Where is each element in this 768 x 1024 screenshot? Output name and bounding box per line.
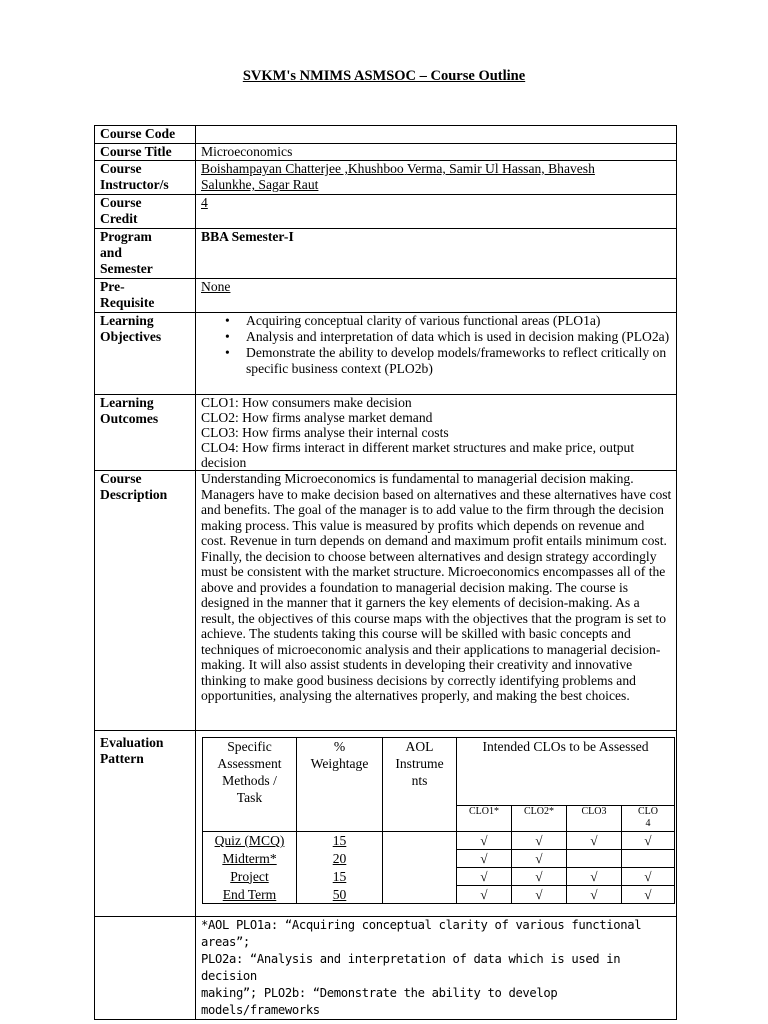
credit-value: 4 [196, 195, 677, 229]
task-name: Midterm* [203, 850, 297, 868]
task-aol [383, 886, 457, 904]
clo3-header: CLO3 [567, 806, 622, 832]
aol-header-line: AOL [405, 739, 434, 754]
task-weight: 50 [297, 886, 383, 904]
weightage-header-line: Weightage [310, 756, 369, 771]
clo4-check [622, 850, 675, 868]
clo3-check: √ [567, 886, 622, 904]
row-course-code [95, 126, 677, 144]
task-aol [383, 850, 457, 868]
row-credit [95, 195, 677, 229]
objective-item: • Acquiring conceptual clarity of various functional areas (PLO1a) [246, 313, 672, 329]
instructors-label [95, 161, 196, 195]
task-name: Quiz (MCQ) [203, 832, 297, 850]
evaluation-label-line: Evaluation [100, 735, 164, 750]
row-program [95, 229, 677, 279]
objectives-label [95, 313, 196, 395]
aol-note [196, 917, 677, 1020]
aol-note-line: making”; PLO2b: “Demonstrate the ability to develop models/frameworks [201, 986, 558, 1017]
eval-row [203, 886, 675, 904]
clo4-header-line: CLO [638, 806, 658, 817]
task-aol [383, 868, 457, 886]
outcome-item: CLO1: How consumers make decision [201, 395, 412, 410]
eval-row [203, 850, 675, 868]
row-aol-note [95, 917, 677, 1020]
instructors-value-line: Boishampayan Chatterjee ,Khushboo Verma, Samir Ul Hassan, Bhavesh [201, 161, 595, 176]
credit-label [95, 195, 196, 229]
clo2-check: √ [512, 832, 567, 850]
row-instructors [95, 161, 677, 195]
methods-header-line: Methods / [222, 773, 277, 788]
evaluation-label-line: Pattern [100, 751, 144, 766]
instructors-label-line: Instructor/s [100, 177, 169, 192]
task-name: End Term [203, 886, 297, 904]
outcome-item: CLO2: How firms analyse market demand [201, 410, 433, 425]
task-name: Project [203, 868, 297, 886]
prereq-value: None [196, 279, 677, 313]
description-label-line: Course [100, 471, 142, 486]
row-prerequisite [95, 279, 677, 313]
methods-header [203, 738, 297, 832]
outcome-item: CLO3: How firms analyse their internal costs [201, 425, 449, 440]
outcomes-label-line: Learning [100, 395, 154, 410]
description-label [95, 471, 196, 731]
eval-row [203, 832, 675, 850]
task-weight: 15 [297, 868, 383, 886]
course-code-value [196, 126, 677, 144]
course-code-label: Course Code [95, 126, 196, 144]
row-evaluation [95, 731, 677, 917]
outcomes-label [95, 395, 196, 471]
clo3-check: √ [567, 868, 622, 886]
methods-header-line: Assessment [217, 756, 282, 771]
clo2-check: √ [512, 886, 567, 904]
clo4-check: √ [622, 832, 675, 850]
objective-item: • Analysis and interpretation of data which is used in decision making (PLO2a) [246, 329, 672, 345]
clo4-check: √ [622, 868, 675, 886]
task-weight: 20 [297, 850, 383, 868]
description-value [196, 471, 677, 731]
instructors-value [196, 161, 677, 195]
instructors-value-line: Salunkhe, Sagar Raut [201, 177, 319, 192]
objectives-value [196, 313, 677, 395]
outcomes-value [196, 395, 677, 471]
weightage-header [297, 738, 383, 832]
eval-header-row [203, 738, 675, 806]
course-title-label: Course Title [95, 144, 196, 161]
prereq-label [95, 279, 196, 313]
clo1-check: √ [457, 868, 512, 886]
methods-header-line: Task [236, 790, 263, 805]
row-course-title [95, 144, 677, 161]
prereq-label-line: Requisite [100, 295, 155, 310]
aol-note-line: PLO2a: “Analysis and interpretation of data which is used in decision [201, 952, 621, 983]
clo3-check [567, 850, 622, 868]
clo1-check: √ [457, 886, 512, 904]
credit-label-line: Credit [100, 211, 138, 226]
instructors-label-line: Course [100, 161, 142, 176]
clo2-check: √ [512, 868, 567, 886]
description-label-line: Description [100, 487, 168, 502]
evaluation-label [95, 731, 196, 917]
objectives-label-line: Objectives [100, 329, 162, 344]
evaluation-table [202, 737, 675, 904]
task-weight: 15 [297, 832, 383, 850]
task-aol [383, 832, 457, 850]
clo1-check: √ [457, 832, 512, 850]
methods-header-line: Specific [227, 739, 272, 754]
outcome-item: CLO4: How firms interact in different market structures and make price, output decision [201, 440, 635, 470]
clo3-check: √ [567, 832, 622, 850]
clo4-header [622, 806, 675, 832]
clo4-check: √ [622, 886, 675, 904]
evaluation-value [196, 731, 677, 917]
clo2-check: √ [512, 850, 567, 868]
aol-header-line: Instrume [395, 756, 444, 771]
program-label-line: and [100, 245, 122, 260]
program-label [95, 229, 196, 279]
objectives-label-line: Learning [100, 313, 154, 328]
clos-header: Intended CLOs to be Assessed [457, 738, 675, 806]
clo1-check: √ [457, 850, 512, 868]
clo1-header: CLO1* [457, 806, 512, 832]
aol-note-line: *AOL PLO1a: “Acquiring conceptual clarity of various functional areas”; [201, 918, 642, 949]
row-description [95, 471, 677, 731]
clo2-header: CLO2* [512, 806, 567, 832]
row-objectives [95, 313, 677, 395]
row-outcomes [95, 395, 677, 471]
objectives-list [201, 313, 672, 377]
eval-row [203, 868, 675, 886]
description-text: Understanding Microeconomics is fundamental to managerial decision making. Managers have to make decision based on alternatives and these alternatives have cost and benefits. The goal of the manager is to add value to the firm through the decision making process. This value is measured by profits which depends on revenue and cost. Revenue in turn depends on demand and maximum profit entails minimum cost. Finally, the decision to choose between alternatives and design strategy accordingly must be consistent with the market structure. Microeconomics encompasses all of the above and provides a foundation to managerial decision making. The course is designed in the manner that it garners the key elements of decision-making. As a result, the objectives of this course maps with the objectives that the program is set to achieve. The students taking this course will be skilled with basic concepts and techniques of microeconomic analysis and their applications to managerial decision-making. It will also assist students in developing their creativity and innovative thinking to make good business decisions by correctly identifying problems and opportunities, analysing the alternatives properly, and making the best choices. [201, 471, 672, 703]
weightage-header-line: % [333, 739, 346, 754]
course-title-value: Microeconomics [196, 144, 677, 161]
clo4-header-line: 4 [645, 818, 651, 829]
program-value: BBA Semester-I [196, 229, 677, 279]
aol-header-line: nts [411, 773, 428, 788]
program-label-line: Semester [100, 261, 153, 276]
page-title: SVKM's NMIMS ASMSOC – Course Outline [242, 68, 526, 84]
program-label-line: Program [100, 229, 152, 244]
aol-header [383, 738, 457, 832]
objective-item: • Demonstrate the ability to develop models/frameworks to reflect critically on specific business context (PLO2b) [246, 345, 672, 377]
outcomes-label-line: Outcomes [100, 411, 159, 426]
credit-label-line: Course [100, 195, 142, 210]
course-outline-table [94, 125, 677, 1020]
aol-note-label [95, 917, 196, 1020]
prereq-label-line: Pre- [100, 279, 125, 294]
